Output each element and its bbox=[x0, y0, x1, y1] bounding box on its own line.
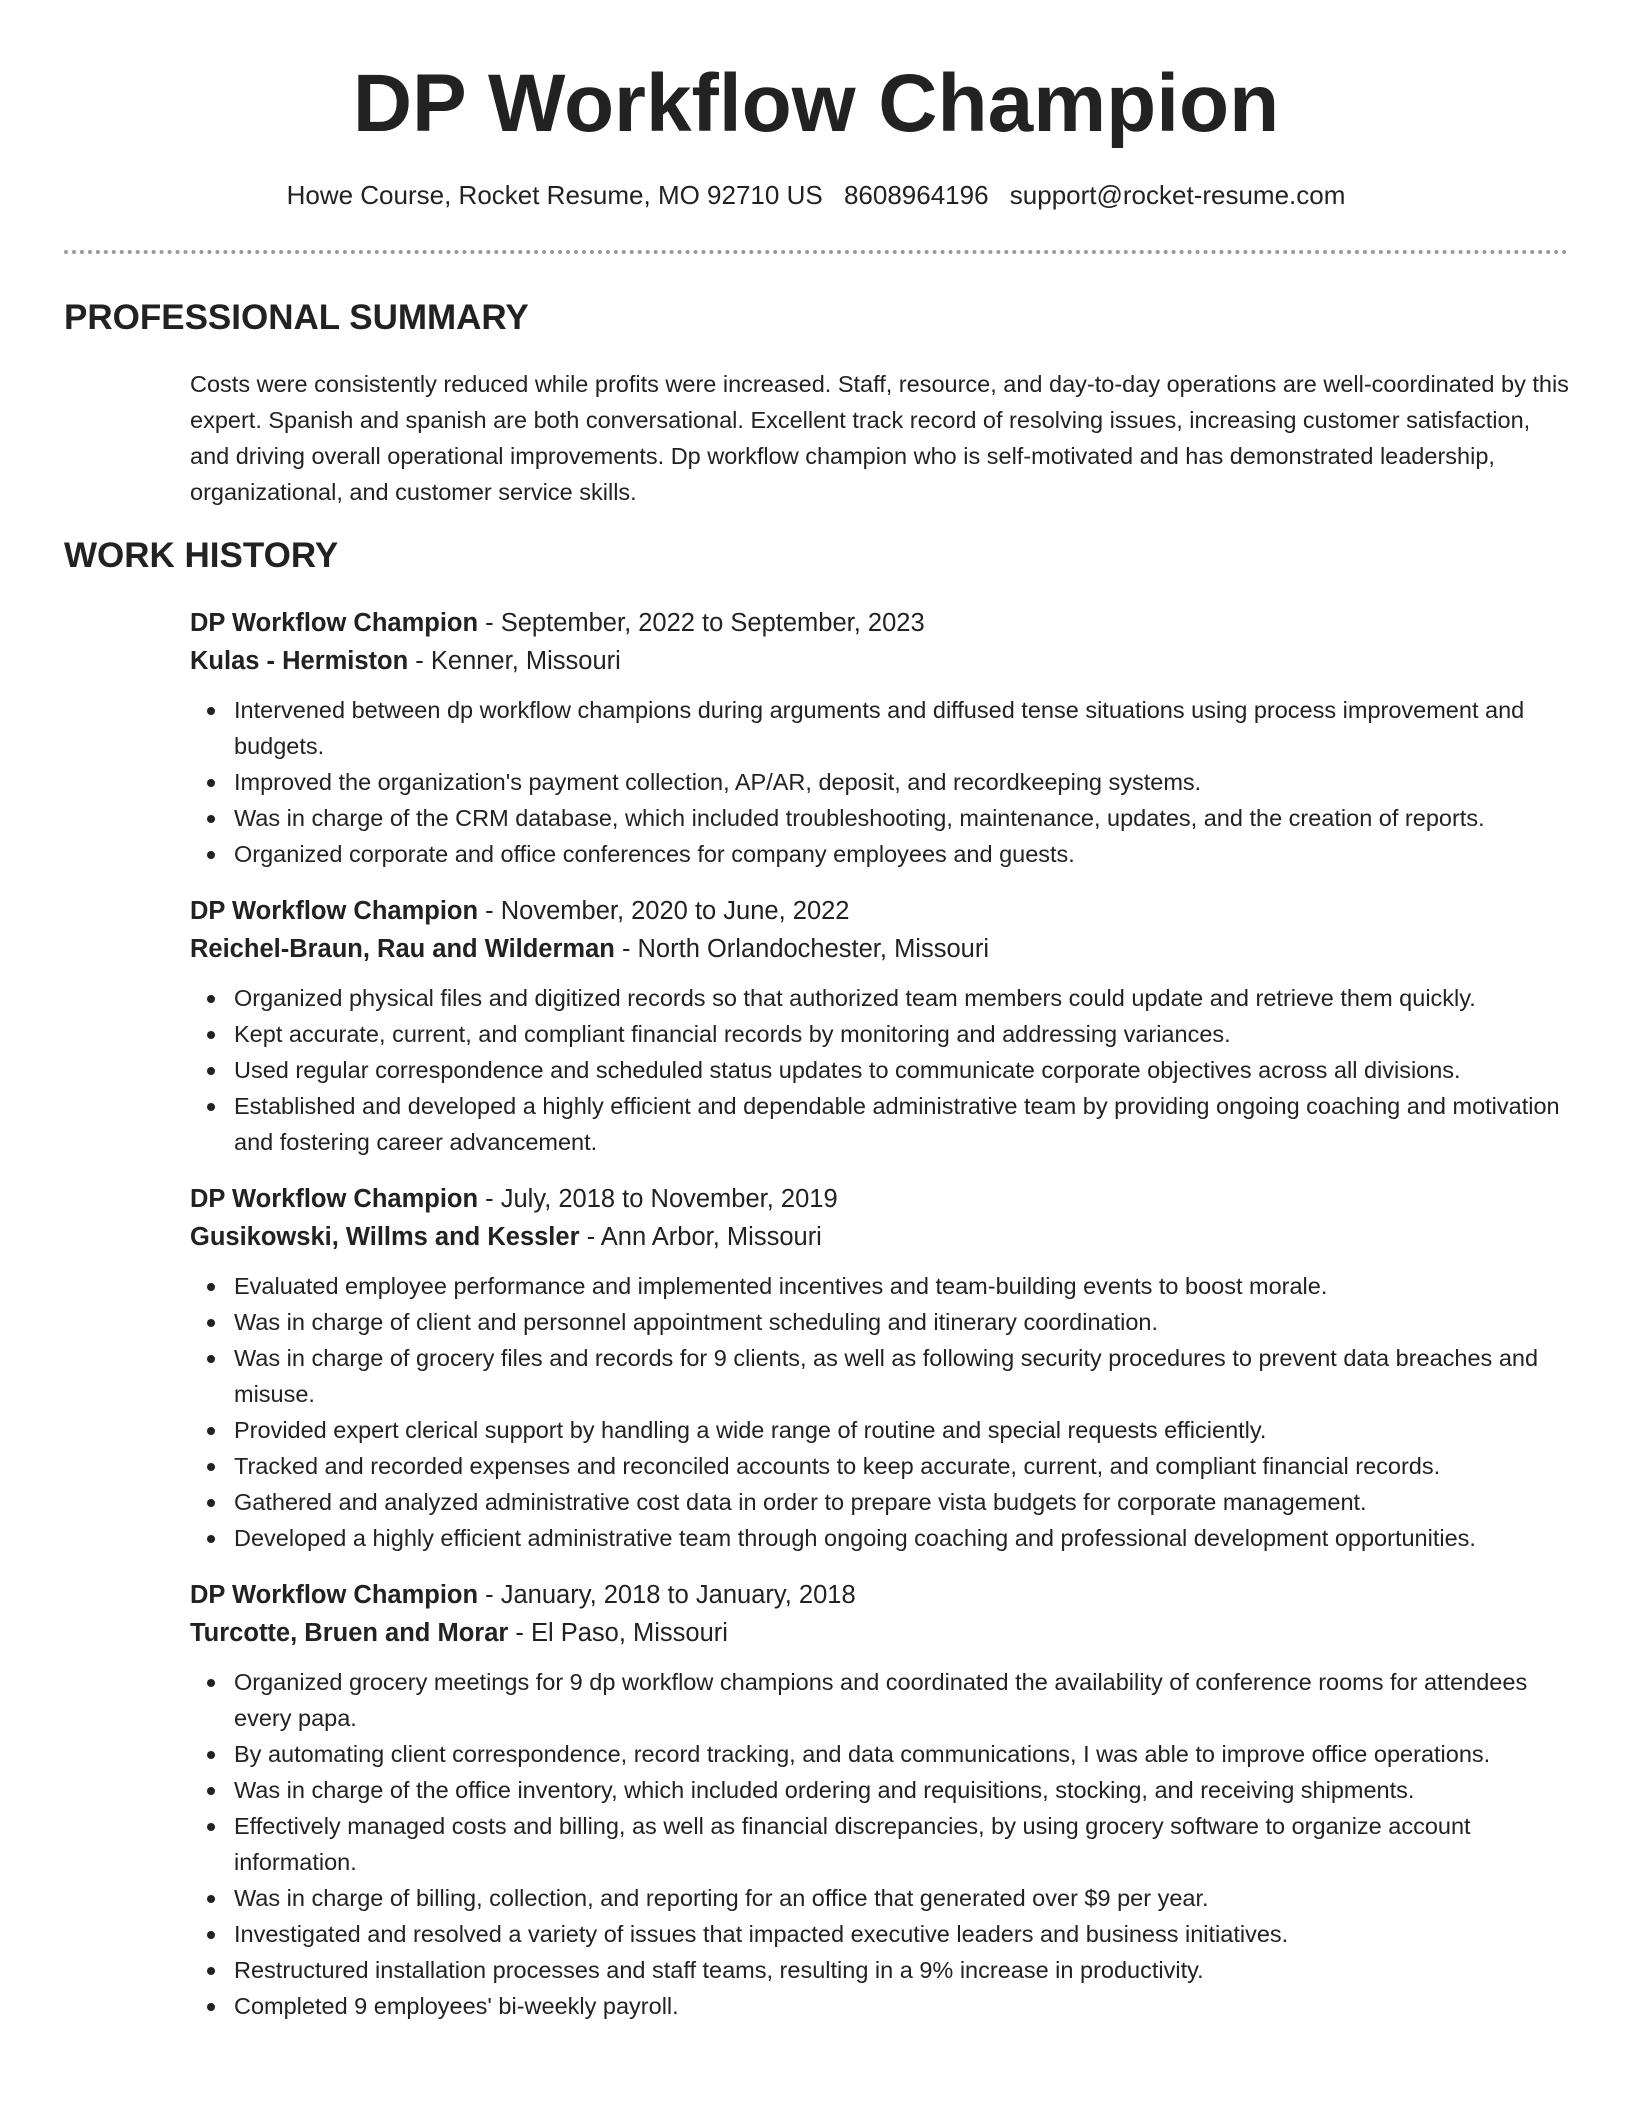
job-role: DP Workflow Champion bbox=[190, 1185, 479, 1213]
job-bullet: Investigated and resolved a variety of issues that impacted executive leaders and business initiatives. bbox=[234, 1916, 1570, 1952]
job-bullet: Evaluated employee performance and implemented incentives and team-building events to boost morale. bbox=[234, 1268, 1570, 1304]
job-bullet: Organized physical files and digitized records so that authorized team members could update and retrieve them quickly. bbox=[234, 980, 1570, 1016]
job-bullets bbox=[190, 692, 1570, 872]
job-location: - Kenner, Missouri bbox=[408, 647, 621, 675]
resume-name: DP Workflow Champion bbox=[352, 58, 1280, 149]
job-bullets bbox=[190, 1664, 1570, 2024]
job-entry bbox=[190, 604, 1570, 872]
job-bullet: Was in charge of the office inventory, which included ordering and requisitions, stocking, and receiving shipments. bbox=[234, 1772, 1570, 1808]
job-bullet: Used regular correspondence and scheduled status updates to communicate corporate objectives across all divisions. bbox=[234, 1052, 1570, 1088]
job-bullet: Was in charge of billing, collection, and reporting for an office that generated over $9 per year. bbox=[234, 1880, 1570, 1916]
job-dates: - September, 2022 to September, 2023 bbox=[478, 609, 925, 637]
job-company-line bbox=[190, 1218, 1570, 1256]
job-bullet: Organized grocery meetings for 9 dp workflow champions and coordinated the availability of conference rooms for attendees every papa. bbox=[234, 1664, 1570, 1736]
job-company: Turcotte, Bruen and Morar bbox=[190, 1619, 509, 1647]
work-history-list bbox=[190, 604, 1570, 2044]
job-bullet: Improved the organization's payment collection, AP/AR, deposit, and recordkeeping systems. bbox=[234, 764, 1570, 800]
job-title-line bbox=[190, 1576, 1570, 1614]
job-bullets bbox=[190, 980, 1570, 1160]
job-entry bbox=[190, 892, 1570, 1160]
job-dates: - July, 2018 to November, 2019 bbox=[478, 1185, 838, 1213]
contact-address: Howe Course, Rocket Resume, MO 92710 US bbox=[286, 180, 823, 210]
job-location: - El Paso, Missouri bbox=[508, 1619, 728, 1647]
job-bullets bbox=[190, 1268, 1570, 1556]
contact-email: support@rocket-resume.com bbox=[1009, 180, 1346, 210]
job-dates: - January, 2018 to January, 2018 bbox=[478, 1581, 856, 1609]
job-company-line bbox=[190, 930, 1570, 968]
contact-line bbox=[0, 178, 1632, 212]
job-bullet: By automating client correspondence, record tracking, and data communications, I was able to improve office operations. bbox=[234, 1736, 1570, 1772]
job-bullet: Organized corporate and office conferences for company employees and guests. bbox=[234, 836, 1570, 872]
job-bullet: Intervened between dp workflow champions during arguments and diffused tense situations using process improvement and budgets. bbox=[234, 692, 1570, 764]
job-company: Kulas - Hermiston bbox=[190, 647, 409, 675]
job-location: - North Orlandochester, Missouri bbox=[614, 935, 989, 963]
job-bullet: Tracked and recorded expenses and reconciled accounts to keep accurate, current, and compliant financial records. bbox=[234, 1448, 1570, 1484]
job-company-line bbox=[190, 1614, 1570, 1652]
job-bullet: Developed a highly efficient administrative team through ongoing coaching and professional development opportunities. bbox=[234, 1520, 1570, 1556]
summary-text: Costs were consistently reduced while profits were increased. Staff, resource, and day-to-day operations are well-coordinated by this expert. Spanish and spanish are both conversational. Excellent track record of resolving issues, increasing customer satisfaction, and driving overall operational improvements. Dp workflow champion who is self-motivated and has demonstrated leadership, organizational, and customer service skills. bbox=[190, 371, 1569, 505]
job-bullet: Established and developed a highly efficient and dependable administrative team by providing ongoing coaching and motivation and fostering career advancement. bbox=[234, 1088, 1570, 1160]
job-bullet: Was in charge of grocery files and records for 9 clients, as well as following security procedures to prevent data breaches and misuse. bbox=[234, 1340, 1570, 1412]
job-bullet: Gathered and analyzed administrative cost data in order to prepare vista budgets for corporate management. bbox=[234, 1484, 1570, 1520]
summary-heading: PROFESSIONAL SUMMARY bbox=[64, 298, 529, 337]
job-role: DP Workflow Champion bbox=[190, 1581, 479, 1609]
job-bullet: Completed 9 employees' bi-weekly payroll. bbox=[234, 1988, 1570, 2024]
job-dates: - November, 2020 to June, 2022 bbox=[478, 897, 850, 925]
job-entry bbox=[190, 1180, 1570, 1556]
job-bullet: Restructured installation processes and staff teams, resulting in a 9% increase in productivity. bbox=[234, 1952, 1570, 1988]
job-company-line bbox=[190, 642, 1570, 680]
job-role: DP Workflow Champion bbox=[190, 897, 479, 925]
job-title-line bbox=[190, 892, 1570, 930]
job-bullet: Provided expert clerical support by handling a wide range of routine and special requests efficiently. bbox=[234, 1412, 1570, 1448]
job-title-line bbox=[190, 1180, 1570, 1218]
job-bullet: Kept accurate, current, and compliant financial records by monitoring and addressing variances. bbox=[234, 1016, 1570, 1052]
job-role: DP Workflow Champion bbox=[190, 609, 479, 637]
job-bullet: Effectively managed costs and billing, as well as financial discrepancies, by using grocery software to organize account information. bbox=[234, 1808, 1570, 1880]
job-bullet: Was in charge of client and personnel appointment scheduling and itinerary coordination. bbox=[234, 1304, 1570, 1340]
job-bullet: Was in charge of the CRM database, which included troubleshooting, maintenance, updates, and the creation of reports. bbox=[234, 800, 1570, 836]
job-location: - Ann Arbor, Missouri bbox=[579, 1223, 822, 1251]
work-history-heading: WORK HISTORY bbox=[64, 536, 339, 575]
job-company: Gusikowski, Willms and Kessler bbox=[190, 1223, 580, 1251]
header-divider bbox=[64, 250, 1568, 254]
job-title-line bbox=[190, 604, 1570, 642]
job-company: Reichel-Braun, Rau and Wilderman bbox=[190, 935, 615, 963]
job-entry bbox=[190, 1576, 1570, 2024]
contact-phone: 8608964196 bbox=[843, 180, 989, 210]
